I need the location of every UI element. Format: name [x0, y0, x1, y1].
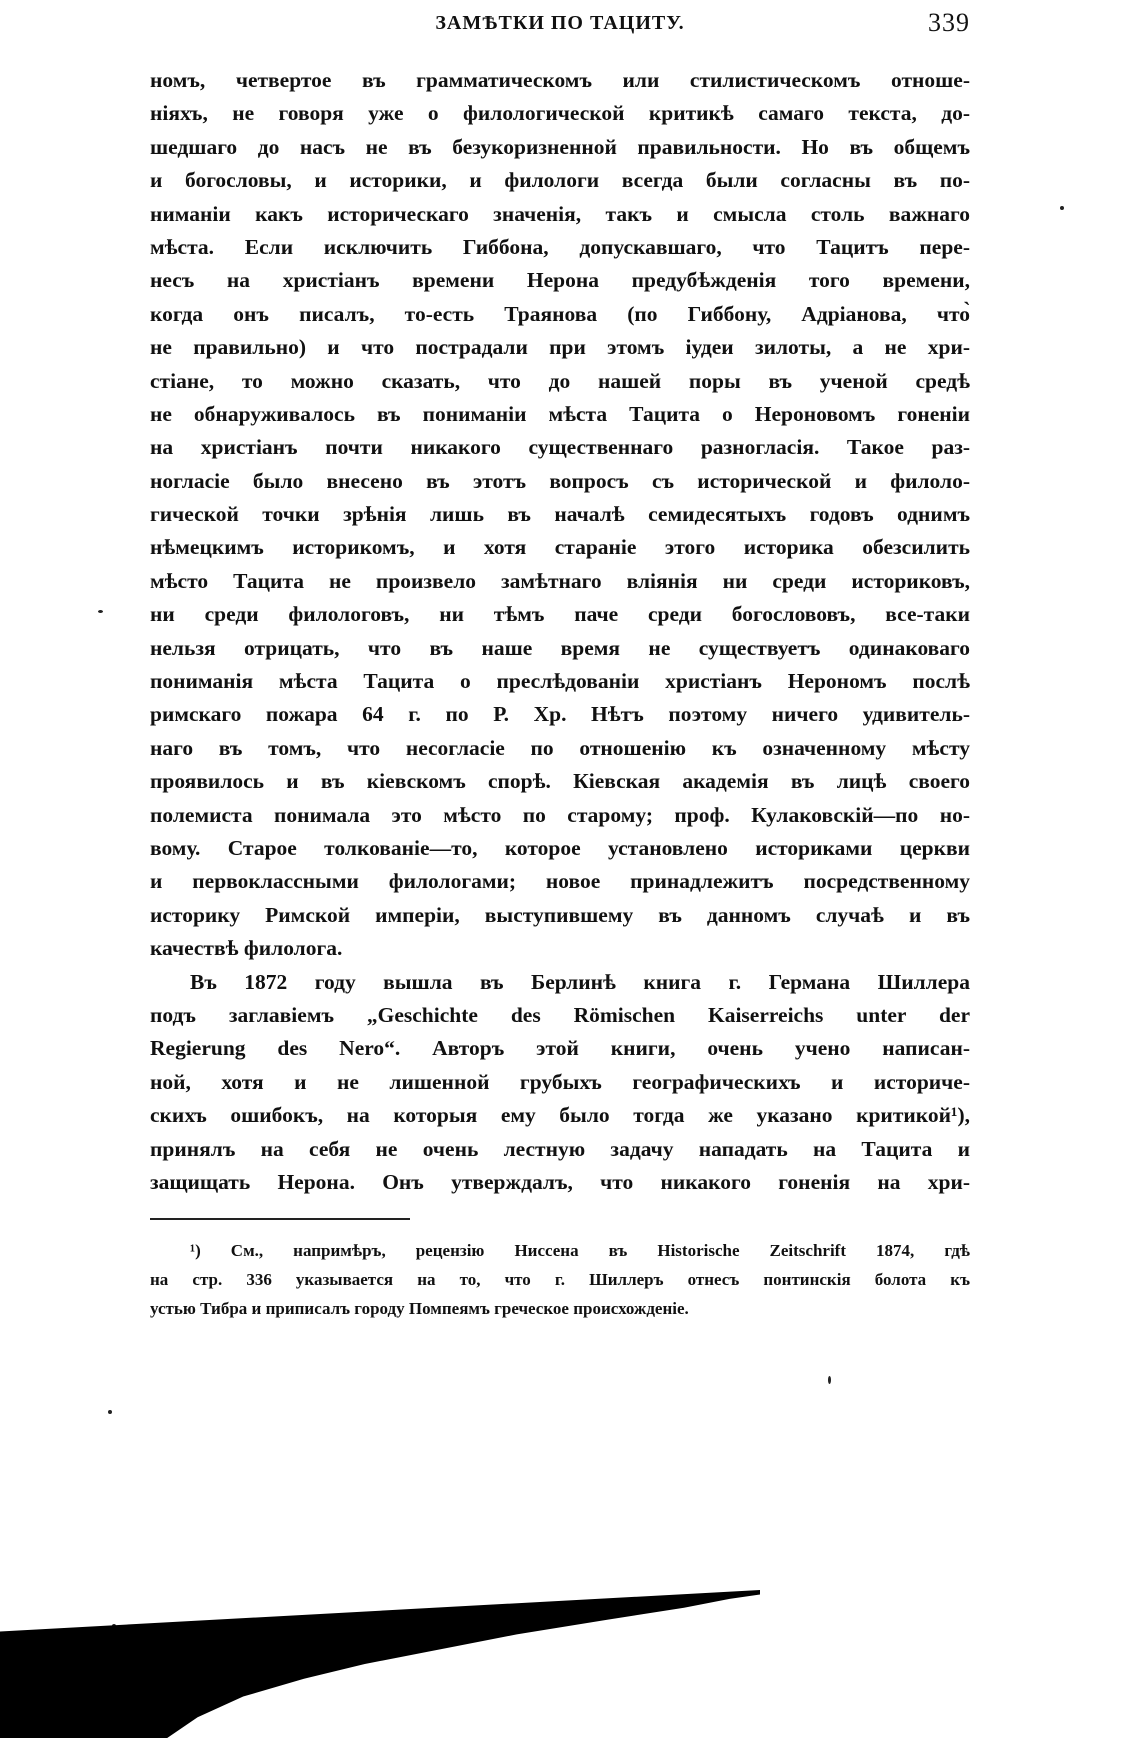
text-line: полемиста понимала это мѣсто по старому; проф. Кулаковскій—по но- — [150, 802, 970, 827]
body-text — [150, 64, 970, 1199]
text-line: защищать Нерона. Онъ утверждалъ, что никакого гоненія на хри- — [150, 1169, 970, 1194]
scan-speck — [98, 610, 103, 613]
text-line: ни среди филологовъ, ни тѣмъ паче среди богослововъ, все-таки — [150, 602, 970, 627]
text-line: когда онъ писалъ, то-есть Траянова (по Гиббону, Адріанова, что̀ — [150, 301, 970, 326]
text-line: на христіанъ почти никакого существеннаго разногласія. Такое раз- — [150, 435, 970, 460]
scan-speck — [1060, 206, 1064, 210]
page-number: 339 — [928, 8, 970, 37]
footnotes — [150, 1236, 970, 1323]
text-line: стіане, то можно сказать, что до нашей поры въ ученой средѣ — [150, 368, 970, 393]
text-line: мѣсто Тацита не произвело замѣтнаго вліянія ни среди историковъ, — [150, 568, 970, 593]
text-line: ниманіи какъ историческаго значенія, такъ и смысла столь важнаго — [150, 201, 970, 226]
text-line: номъ, четвертое въ грамматическомъ или стилистическомъ отноше- — [150, 68, 970, 92]
scan-speck — [828, 1376, 831, 1384]
text-line: гической точки зрѣнія лишь въ началѣ семидесятыхъ годовъ однимъ — [150, 502, 970, 527]
text-line: наго въ томъ, что несогласіе по отношенію къ означенному мѣсту — [150, 735, 970, 760]
text-line: историку Римской имперіи, выступившему въ данномъ случаѣ и въ — [150, 902, 970, 927]
footnote-line: устью Тибра и приписалъ городу Помпеямъ греческое происхожденіе. — [150, 1299, 689, 1318]
text-line: несъ на христіанъ времени Нерона предубѣжденія того времени, — [150, 268, 970, 293]
running-head — [150, 6, 970, 40]
text-line: ногласіе было внесено въ этотъ вопросъ съ исторической и филоло- — [150, 468, 970, 493]
text-line: римскаго пожара 64 г. по Р. Хр. Нѣтъ поэтому ничего удивитель- — [150, 702, 970, 727]
text-line: вому. Старое толкованіе—то, которое установлено историками церкви — [150, 835, 970, 860]
scan-shadow — [0, 1590, 760, 1738]
footnote-line: на стр. 336 указывается на то, что г. Шиллеръ отнесъ понтинскія болота къ — [150, 1270, 970, 1289]
text-line: пониманія мѣста Тацита о преслѣдованіи христіанъ Нерономъ послѣ — [150, 669, 970, 694]
text-line: скихъ ошибокъ, на которыя ему было тогда же указано критикой¹), — [150, 1103, 970, 1128]
text-line: Въ 1872 году вышла въ Берлинѣ книга г. Германа Шиллера — [190, 969, 970, 994]
text-line: принялъ на себя не очень лестную задачу нападать на Тацита и — [150, 1136, 970, 1161]
text-line: и первоклассными филологами; новое принадлежитъ посредственному — [150, 869, 970, 894]
text-line: не обнаруживалось въ пониманіи мѣста Тацита о Нероновомъ гоненіи — [150, 401, 970, 426]
text-line: проявилось и въ кіевскомъ спорѣ. Кіевская академія въ лицѣ своего — [150, 769, 970, 794]
text-line: шедшаго до насъ не въ безукоризненной правильности. Но въ общемъ — [150, 134, 970, 159]
text-line: и богословы, и историки, и филологи всегда были согласны въ по- — [150, 168, 970, 193]
running-title: ЗАМѢТКИ ПО ТАЦИТУ. — [435, 12, 685, 34]
text-line: ной, хотя и не лишенной грубыхъ географическихъ и историче- — [150, 1069, 970, 1094]
text-line: не правильно) и что пострадали при этомъ іудеи зилоты, а не хри- — [150, 335, 970, 360]
text-line: подъ заглавіемъ „Geschichte des Römischen Kaiserreichs unter der — [150, 1002, 970, 1027]
text-line: качествѣ филолога. — [150, 936, 343, 961]
text-line: Regierung des Nero“. Авторъ этой книги, очень учено написан- — [150, 1036, 970, 1061]
footnote-line: ¹) См., напримѣръ, рецензію Ниссена въ Historische Zeitschrift 1874, гдѣ — [190, 1241, 970, 1260]
text-line: мѣста. Если исключить Гиббона, допускавшаго, что Тацитъ пере- — [150, 234, 970, 259]
text-line: нѣмецкимъ историкомъ, и хотя стараніе этого историка обезсилить — [150, 535, 970, 560]
text-line: ніяхъ, не говоря уже о филологической критикѣ самаго текста, до- — [150, 101, 970, 126]
footnote-divider — [150, 1218, 410, 1220]
scan-speck — [108, 1410, 112, 1414]
text-line: нельзя отрицать, что въ наше время не существуетъ одинаковаго — [150, 635, 970, 660]
